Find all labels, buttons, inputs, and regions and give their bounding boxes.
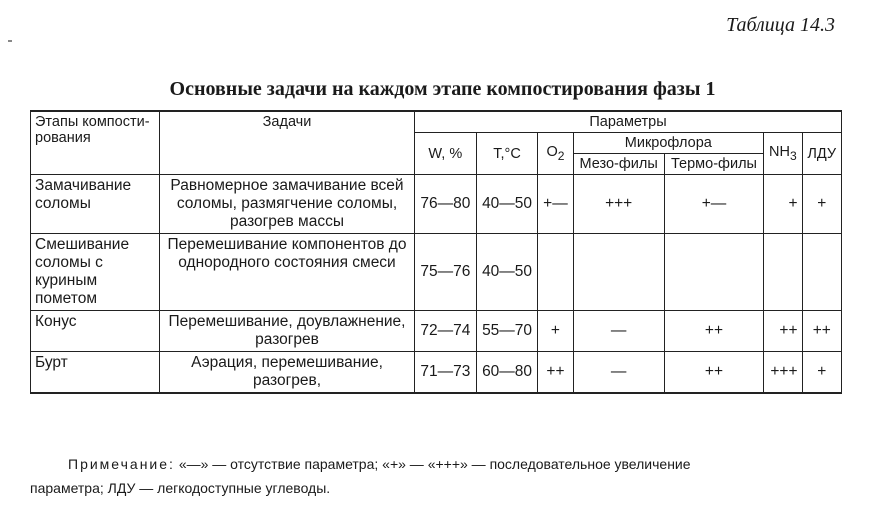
header-o2-text: O	[546, 143, 558, 160]
note-label: Примечание:	[68, 456, 175, 472]
table-note	[30, 452, 848, 500]
cell-task: Перемешивание, доувлажнение, разогрев	[160, 311, 415, 352]
header-nh3-sub: 3	[789, 148, 797, 163]
header-nh3-text: NH	[768, 143, 790, 160]
cell-t: 40—50	[476, 234, 538, 311]
cell-w: 75—76	[415, 234, 477, 311]
header-o2-sub: 2	[557, 148, 565, 163]
cell-ldu: ++	[802, 311, 842, 352]
cell-task: Перемешивание компонентов до однородного состояния смеси	[160, 234, 415, 311]
cell-nh3	[764, 234, 802, 311]
scan-artifact-dot	[8, 40, 12, 42]
table-row	[31, 175, 842, 234]
cell-o2: +—	[538, 175, 573, 234]
table-row	[31, 234, 842, 311]
cell-nh3: +++	[764, 352, 802, 394]
cell-stage: Замачивание соломы	[31, 175, 160, 234]
table-row	[31, 352, 842, 394]
cell-w: 71—73	[415, 352, 477, 394]
cell-thermo: ++	[664, 311, 763, 352]
header-ldu: ЛДУ	[802, 133, 842, 175]
cell-meso	[573, 234, 664, 311]
cell-thermo	[664, 234, 763, 311]
cell-ldu: +	[802, 175, 842, 234]
cell-o2: +	[538, 311, 573, 352]
cell-stage: Бурт	[31, 352, 160, 394]
cell-meso: —	[573, 311, 664, 352]
cell-ldu: +	[802, 352, 842, 394]
cell-w: 76—80	[415, 175, 477, 234]
composting-table	[30, 110, 842, 394]
header-t: T,°C	[476, 133, 538, 175]
cell-task: Аэрация, перемешивание, разогрев,	[160, 352, 415, 394]
note-text-2: параметра; ЛДУ — легкодоступные углеводы.	[30, 480, 331, 496]
cell-t: 60—80	[476, 352, 538, 394]
header-thermo: Термо-филы	[664, 154, 763, 175]
cell-t: 55—70	[476, 311, 538, 352]
note-line-1	[68, 452, 848, 476]
cell-w: 72—74	[415, 311, 477, 352]
cell-thermo: ++	[664, 352, 763, 394]
header-nh3	[764, 133, 802, 175]
cell-nh3: +	[764, 175, 802, 234]
header-meso: Мезо-филы	[573, 154, 664, 175]
cell-t: 40—50	[476, 175, 538, 234]
cell-meso: —	[573, 352, 664, 394]
cell-stage: Конус	[31, 311, 160, 352]
header-o2	[538, 133, 573, 175]
header-w: W, %	[415, 133, 477, 175]
table-row	[31, 311, 842, 352]
note-text-1: «—» — отсутствие параметра; «+» — «+++» — последовательное увеличение	[178, 456, 691, 472]
header-microflora: Микрофлора	[573, 133, 764, 154]
header-stages: Этапы компости-рования	[31, 111, 160, 175]
header-tasks: Задачи	[160, 111, 415, 175]
cell-ldu	[802, 234, 842, 311]
table-number: Таблица 14.3	[726, 14, 835, 36]
cell-nh3: ++	[764, 311, 802, 352]
header-parameters: Параметры	[415, 111, 842, 133]
cell-thermo: +—	[664, 175, 763, 234]
cell-o2: ++	[538, 352, 573, 394]
cell-o2	[538, 234, 573, 311]
table-title: Основные задачи на каждом этапе компостирования фазы 1	[169, 78, 716, 100]
cell-stage: Смешивание соломы с куриным пометом	[31, 234, 160, 311]
cell-meso: +++	[573, 175, 664, 234]
cell-task: Равномерное замачивание всей соломы, размягчение соломы, разогрев массы	[160, 175, 415, 234]
